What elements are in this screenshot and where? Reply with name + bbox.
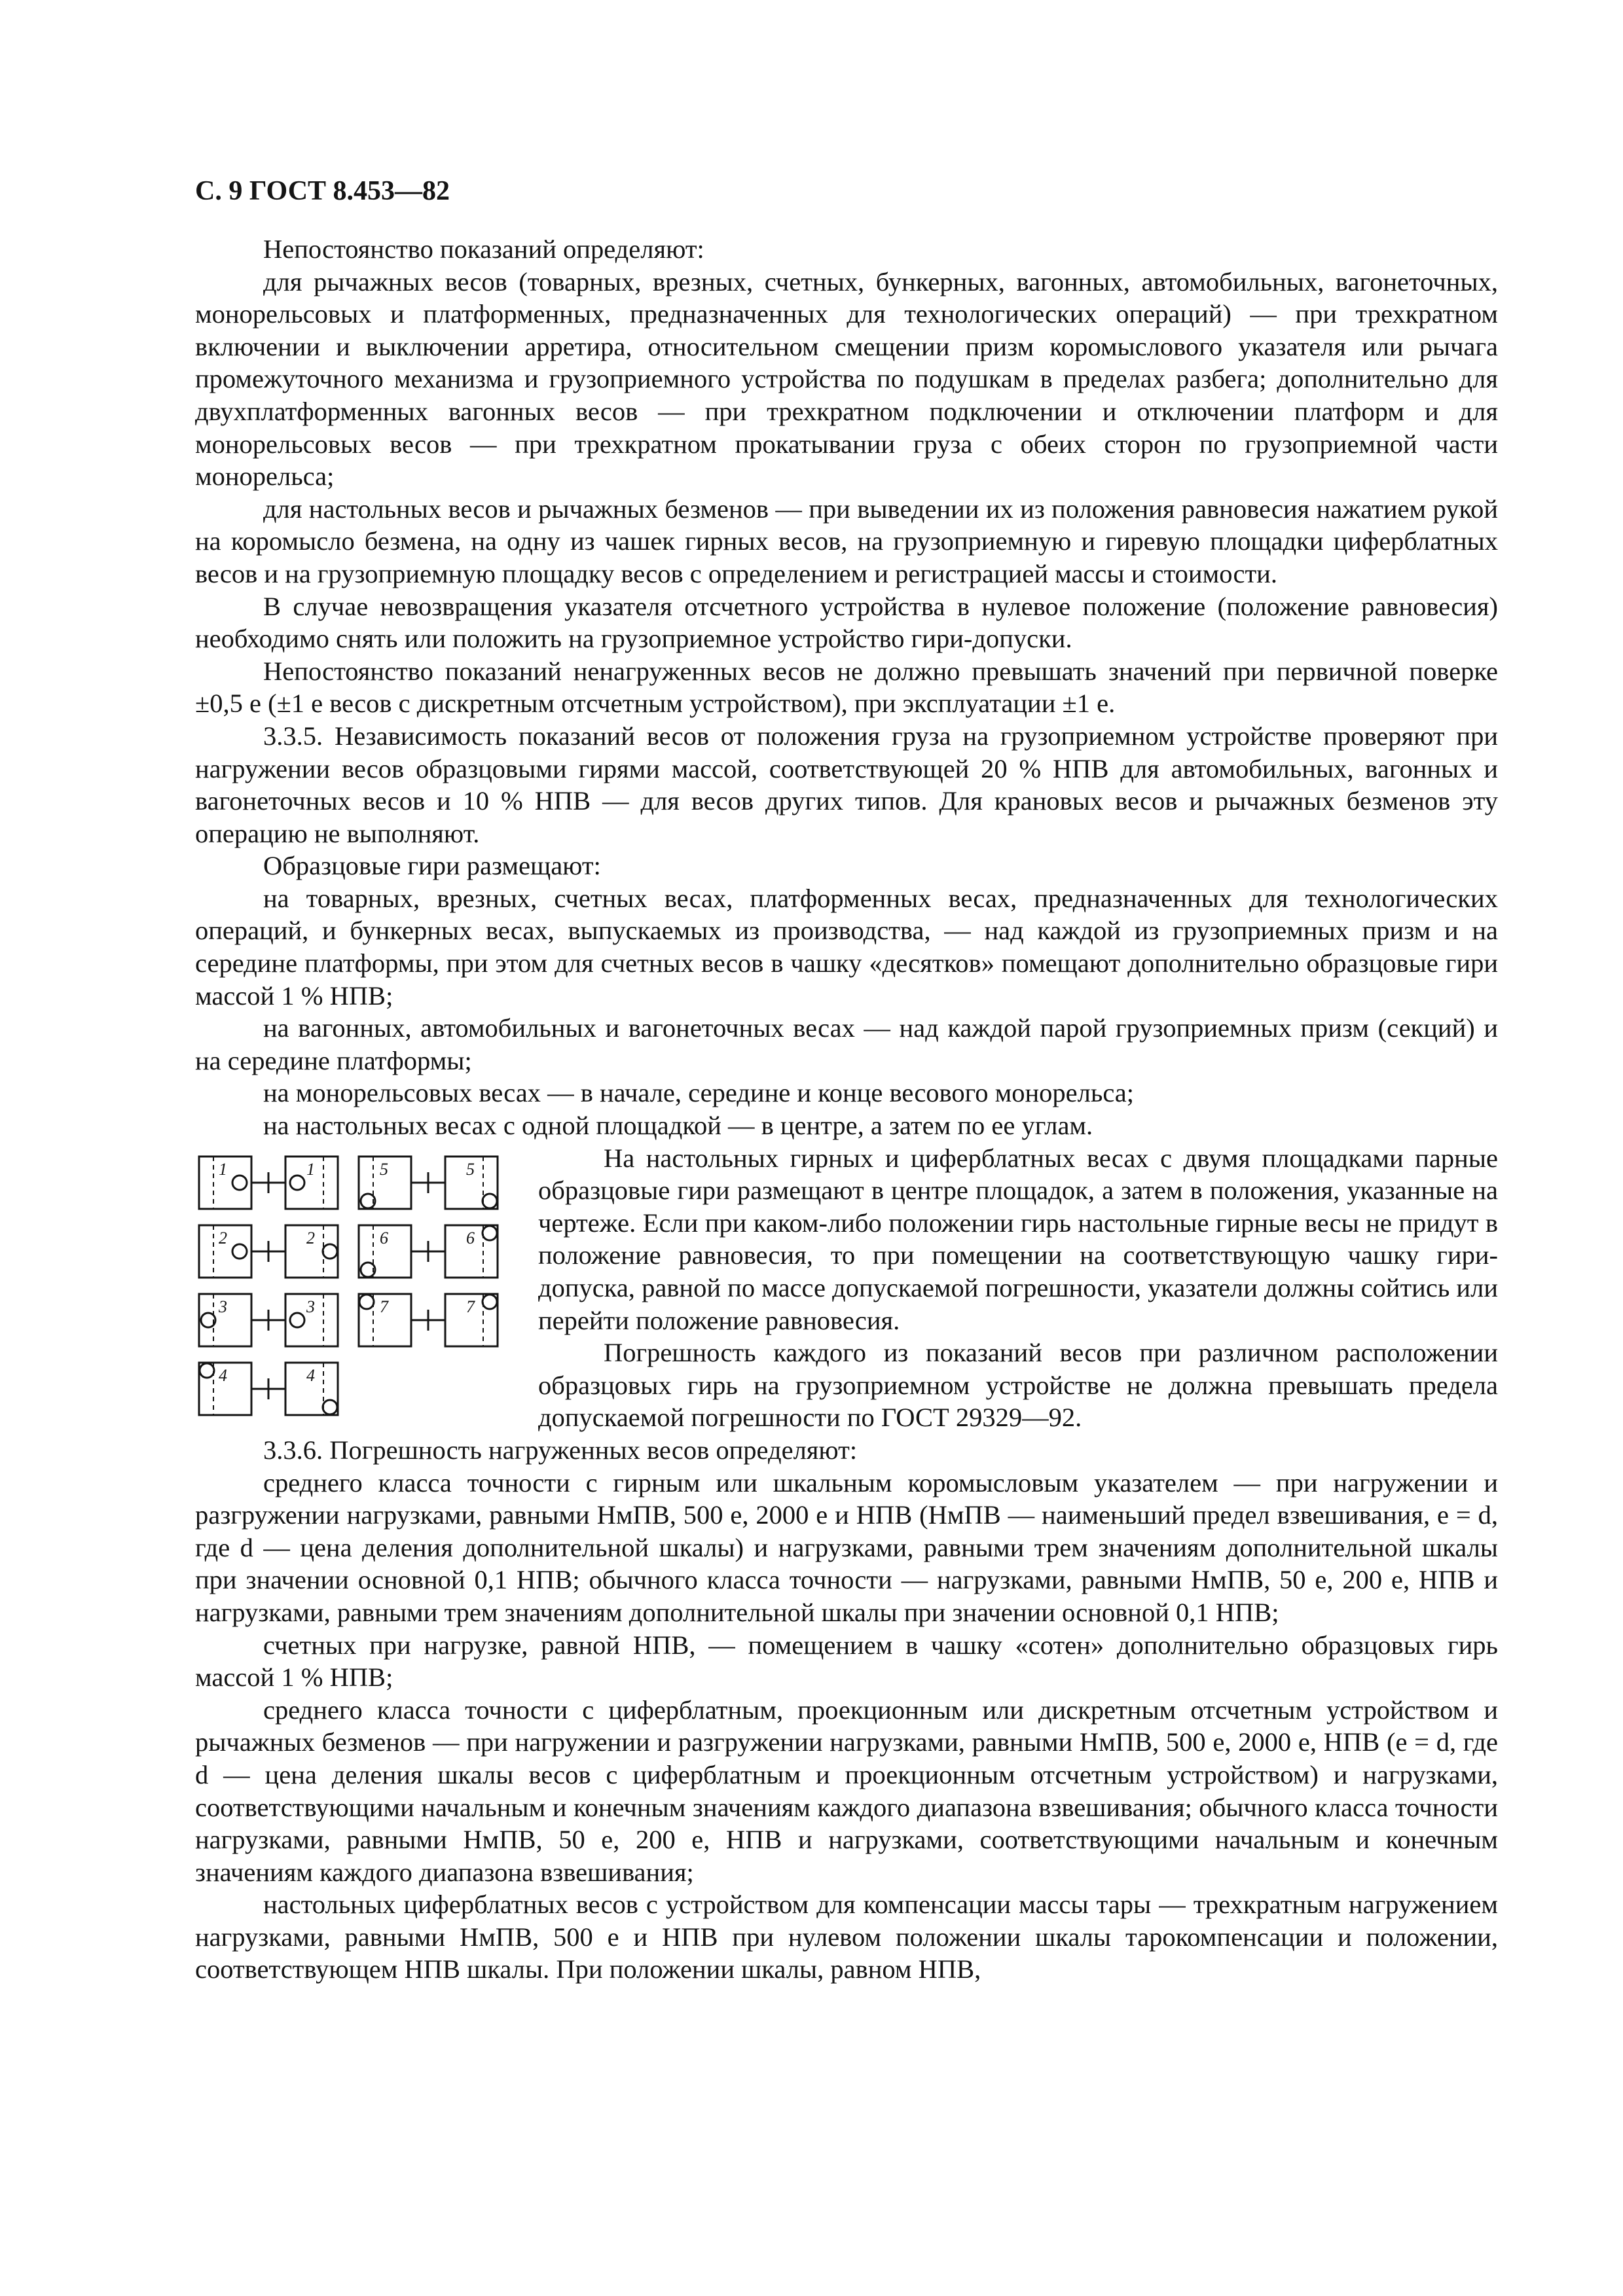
position-label: 7 <box>466 1297 475 1316</box>
paragraph: Непостоянство показаний определяют: <box>263 234 704 264</box>
position-label: 2 <box>219 1228 227 1247</box>
paragraph: среднего класса точности с гирным или шкальным коромысловым указателем — при нагружении и разгружении нагрузками, равными НмПВ, 500 e, 2000 e и НПВ (НмПВ — наименьший предел взвешивания, e = d, где d — цена деления дополнительной шкалы) и нагрузками, равными трем значениям дополнительной шкалы при значении основной 0,1 НПВ; обычного класса точности — нагрузками, равными НмПВ, 50 e, 200 e, НПВ и нагрузками, равными трем значениям дополнительной шкалы при значении основной 0,1 НПВ; <box>195 1467 1498 1627</box>
paragraph: на вагонных, автомобильных и вагонеточных весах — над каждой парой грузоприемных призм (секций) и на середине платформы; <box>195 1013 1498 1075</box>
position-label: 7 <box>380 1297 388 1316</box>
figure-side-text <box>538 1142 1498 1434</box>
paragraph: Образцовые гири размещают: <box>263 851 601 881</box>
position-label: 6 <box>380 1228 388 1247</box>
position-label: 1 <box>306 1159 315 1179</box>
position-label: 3 <box>219 1297 227 1316</box>
paragraph: счетных при нагрузке, равной НПВ, — помещением в чашку «сотен» дополнительно образцовых гирь массой 1 % НПВ; <box>195 1630 1498 1693</box>
position-label: 1 <box>219 1159 227 1179</box>
paragraph: настольных циферблатных весов с устройством для компенсации массы тары — трехкратным нагружением нагрузками, равными НмПВ, 500 e и НПВ при нулевом положении шкалы тарокомпенсации и положении, соответствующем НПВ шкалы. При положении шкалы, равном НПВ, <box>195 1890 1498 1984</box>
position-label: 2 <box>306 1228 315 1247</box>
position-label: 6 <box>466 1228 475 1247</box>
paragraph: В случае невозвращения указателя отсчетного устройства в нулевое положение (положение равновесия) необходимо снять или положить на грузоприемное устройство гири-допуски. <box>195 591 1498 654</box>
paragraph: 3.3.6. Погрешность нагруженных весов определяют: <box>263 1435 858 1465</box>
weights-placement-diagram <box>194 1150 501 1425</box>
paragraph: На настольных гирных и циферблатных весах с двумя площадками парные образцовые гири размещают в центре площадок, а затем в положения, указанные на чертеже. Если при каком-либо положении гирь настольные гирные весы не придут в положение равновесия, то при помещении на соответствующую чашку гири-допуска, равной по массе допускаемой погрешности, указатели должны сойтись или перейти положение равновесия. <box>538 1143 1498 1335</box>
paragraph: 3.3.5. Независимость показаний весов от положения груза на грузоприемном устройстве проверяют при нагружении весов образцовыми гирями массой, соответствующей 20 % НПВ для автомобильных, вагонных и вагонеточных весов и 10 % НПВ — для весов других типов. Для крановых весов и рычажных безменов эту операцию не выполняют. <box>195 721 1498 848</box>
weights-placement-figure <box>194 1150 501 1425</box>
position-label: 5 <box>380 1159 388 1179</box>
paragraph: Непостоянство показаний ненагруженных весов не должно превышать значений при первичной поверке ±0,5 e (±1 e весов с дискретным отсчетным устройством), при эксплуатации ±1 e. <box>195 656 1498 719</box>
paragraph: для рычажных весов (товарных, врезных, счетных, бункерных, вагонных, автомобильных, вагонеточных, монорельсовых и платформенных, предназначенных для технологических операций) — при трехкратном включении и выключении арретира, относительном смещении призм коромыслового указателя или рычага промежуточного механизма и грузоприемного устройства по подушкам в пределах разбега; дополнительно для двухплатформенных вагонных весов — при трехкратном подключении и отключении платформ и для монорельсовых весов — при трехкратном прокатывании груза с обеих сторон по грузоприемной части монорельса; <box>195 266 1498 492</box>
paragraph: Погрешность каждого из показаний весов при различном расположении образцовых гирь на грузоприемном устройстве не должна превышать предела допускаемой погрешности по ГОСТ 29329—92. <box>538 1338 1498 1433</box>
position-label: 3 <box>306 1297 315 1316</box>
paragraph: на монорельсовых весах — в начале, середине и конце весового монорельса; <box>263 1078 1135 1108</box>
position-label: 5 <box>466 1159 475 1179</box>
paragraph: на настольных весах с одной площадкой — в центре, а затем по ее углам. <box>263 1111 1093 1141</box>
paragraph: среднего класса точности с циферблатным, проекционным или дискретным отсчетным устройством и рычажных безменов — при нагружении и разгружении нагрузками, равными НмПВ, 500 e, 2000 e, НПВ (e = d, где d — цена деления шкалы весов с циферблатным и проекционным отсчетным устройством) и нагрузками, соответствующими начальным и конечным значениям каждого диапазона взвешивания; обычного класса точности нагрузками, равными НмПВ, 50 e, 200 e, НПВ и нагрузками, соответствующими начальным и конечным значениям каждого диапазона взвешивания; <box>195 1695 1498 1887</box>
figure-block <box>194 1142 1498 1434</box>
position-label: 4 <box>219 1365 227 1385</box>
paragraph: для настольных весов и рычажных безменов — при выведении их из положения равновесия нажатием рукой на коромысло безмена, на одну из чашек гирных весов, на грузоприемную и гиревую площадки циферблатных весов и на грузоприемную площадку весов с определением и регистрацией массы и стоимости. <box>195 493 1498 588</box>
page-header: С. 9 ГОСТ 8.453—82 <box>195 176 450 206</box>
paragraph: на товарных, врезных, счетных весах, платформенных весах, предназначенных для технологических операций, и бункерных весах, выпускаемых из производства, — над каждой из грузоприемных призм и на середине платформы, при этом для счетных весов в чашку «десятков» помещают дополнительно образцовые гири массой 1 % НПВ; <box>195 883 1498 1011</box>
position-label: 4 <box>306 1365 315 1385</box>
body-text <box>195 233 1498 1986</box>
